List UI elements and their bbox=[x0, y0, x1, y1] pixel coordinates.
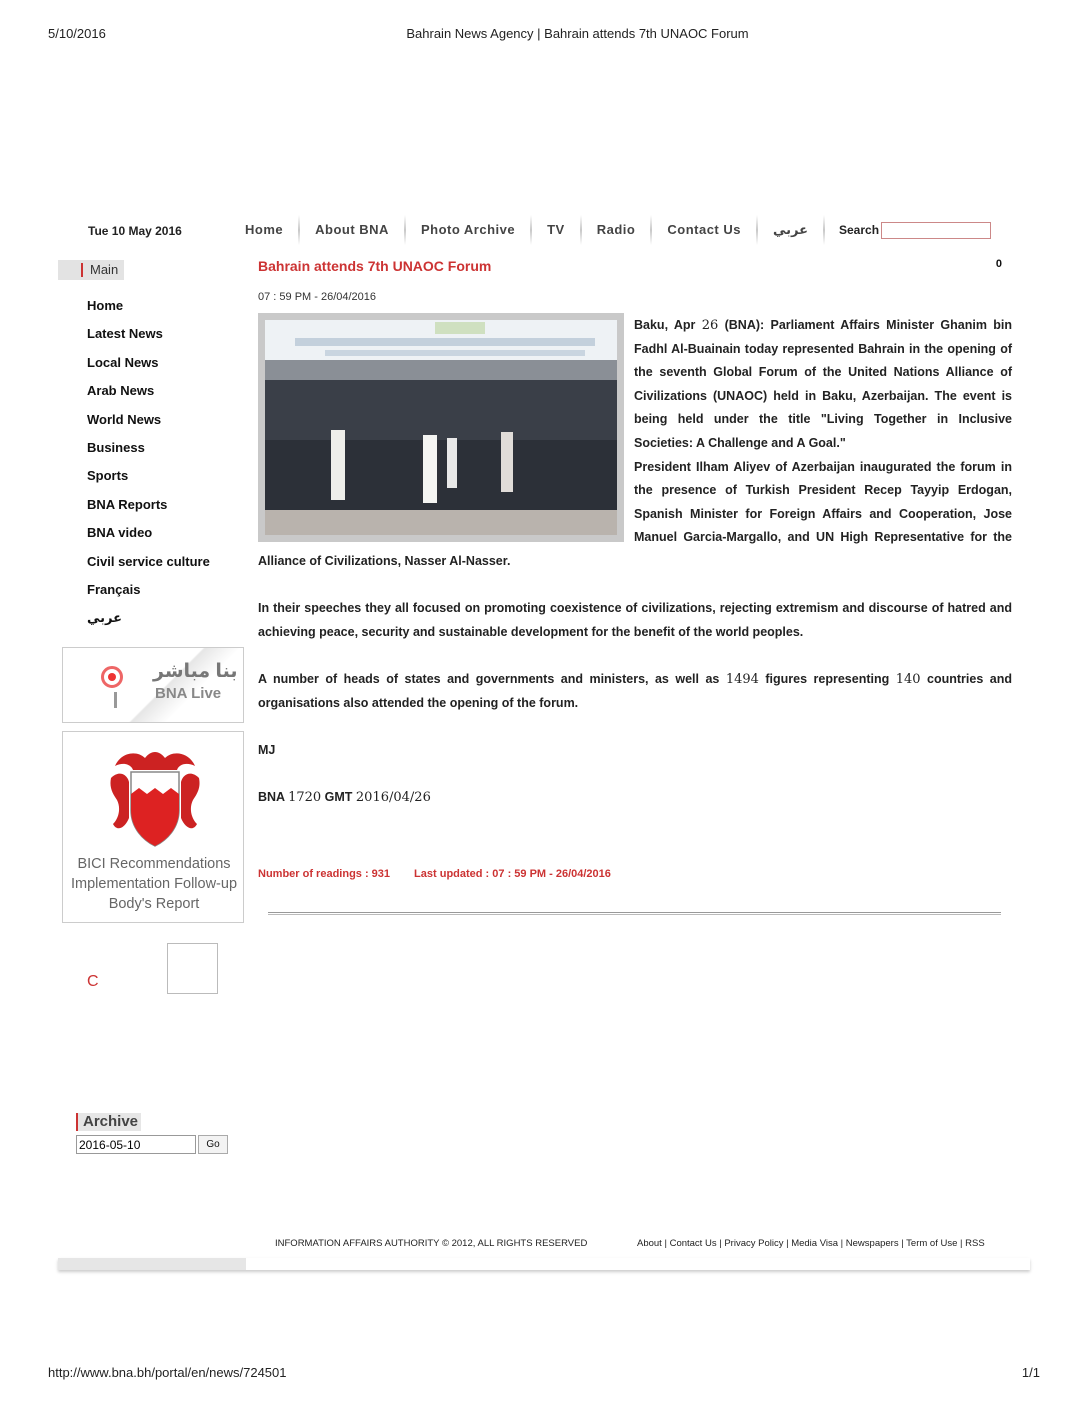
last-updated: Last updated : 07 : 59 PM - 26/04/2016 bbox=[414, 868, 611, 880]
signature-time: 1720 bbox=[288, 789, 322, 805]
sidebar-item-francais[interactable]: Français bbox=[87, 581, 141, 597]
print-date: 5/10/2016 bbox=[48, 26, 106, 41]
nav-contact-us[interactable]: Contact Us bbox=[667, 222, 741, 237]
author-initials: MJ bbox=[258, 742, 276, 757]
article-title: Bahrain attends 7th UNAOC Forum bbox=[258, 258, 492, 274]
footer-link-privacy-policy[interactable]: Privacy Policy bbox=[724, 1238, 784, 1249]
main-menu-header bbox=[58, 260, 124, 280]
bici-report-banner[interactable] bbox=[62, 731, 244, 923]
sidebar-item-arab-news[interactable]: Arab News bbox=[87, 383, 155, 399]
sidebar-item-bna-video[interactable]: BNA video bbox=[87, 525, 153, 541]
empty-widget-box bbox=[167, 943, 218, 994]
sidebar-menu bbox=[87, 298, 210, 639]
bna-live-label: BNA Live bbox=[155, 685, 222, 702]
nav-photo-archive[interactable]: Photo Archive bbox=[420, 222, 516, 237]
print-page-count: 1/1 bbox=[1021, 1365, 1040, 1380]
nav-tv[interactable]: TV bbox=[547, 222, 565, 237]
paragraph-4-text-mid: figures representing bbox=[758, 671, 896, 686]
bici-line-2: Implementation Follow-up bbox=[70, 876, 238, 892]
nav-home[interactable]: Home bbox=[245, 222, 284, 237]
bna-live-banner[interactable] bbox=[62, 647, 244, 723]
readings-count: Number of readings : 931 bbox=[258, 868, 391, 880]
archive-heading: Archive bbox=[76, 1113, 141, 1131]
photo-spacer bbox=[258, 314, 634, 546]
current-date: Tue 10 May 2016 bbox=[88, 224, 182, 238]
footer-link-about[interactable]: About bbox=[637, 1238, 662, 1249]
sidebar-item-world-news[interactable]: World News bbox=[87, 411, 162, 427]
archive-date-input[interactable] bbox=[76, 1135, 196, 1154]
comment-count: 0 bbox=[995, 258, 1002, 270]
copyright: INFORMATION AFFAIRS AUTHORITY © 2012, ALL RIGHTS RESERVED bbox=[275, 1238, 588, 1249]
article-divider bbox=[268, 912, 1001, 915]
main-nav bbox=[230, 214, 991, 246]
footer-link-term-of-use[interactable]: Term of Use bbox=[906, 1238, 958, 1249]
broadcast-icon bbox=[101, 666, 123, 688]
paragraph-2: President Ilham Aliyev of Azerbaijan inaugurated the forum in the presence of Turkish President Recep Tayyip Erdogan, Spanish Minister for Foreign Affairs and Cooperation, Jose Manuel Garcia-Margallo, and UN High Representative for the Alliance of Civilizations, Nasser Al-Nasser. bbox=[258, 459, 1012, 568]
article-signature bbox=[258, 786, 1012, 810]
article bbox=[258, 258, 1012, 880]
paragraph-4-text-end: countries and organisations also attended the opening of the forum. bbox=[258, 671, 1012, 710]
paragraph-1-text-continued: (BNA): Parliament Affairs Minister Ghanim bin Fadhl Al-Buainain today represented Bahrain in the opening of the seventh Global Forum of the United Nations Alliance of Civilizations (UNAOC) held in Baku, Azerbaijan. The event is being held under the title "Living Together in Inclusive Societies: A Challenge and A Goal." bbox=[634, 318, 1012, 450]
archive-widget bbox=[76, 1113, 220, 1150]
footer-bar-accent bbox=[58, 1258, 246, 1270]
c-widget-letter: C bbox=[87, 973, 99, 990]
bna-live-arabic-label: بنا مباشر bbox=[153, 661, 238, 682]
top-bar bbox=[0, 214, 1088, 246]
sidebar-item-sports[interactable]: Sports bbox=[87, 468, 129, 484]
sidebar-item-bna-reports[interactable]: BNA Reports bbox=[87, 496, 168, 512]
print-title: Bahrain News Agency | Bahrain attends 7th UNAOC Forum bbox=[406, 26, 749, 41]
sidebar-item-arabic[interactable]: عربي bbox=[87, 610, 123, 626]
search-label: Search bbox=[839, 223, 880, 237]
broadcast-icon-stem bbox=[114, 692, 117, 708]
sidebar-item-home[interactable]: Home bbox=[87, 298, 124, 313]
footer-link-newspapers[interactable]: Newspapers bbox=[845, 1238, 899, 1249]
archive-go-button[interactable]: Go bbox=[198, 1135, 228, 1154]
figures-count: 1494 bbox=[725, 671, 759, 687]
footer-bar bbox=[58, 1258, 1030, 1270]
sidebar-item-business[interactable]: Business bbox=[87, 439, 145, 455]
footer-link-rss[interactable]: RSS bbox=[965, 1238, 985, 1249]
signature-agency: BNA bbox=[258, 789, 289, 804]
print-url: http://www.bna.bh/portal/en/news/724501 bbox=[48, 1365, 287, 1380]
paragraph-4-text: A number of heads of states and governments and ministers, as well as bbox=[258, 671, 726, 686]
article-body bbox=[258, 314, 1012, 833]
countries-count: 140 bbox=[895, 671, 921, 687]
bici-text bbox=[63, 854, 245, 914]
sidebar-item-civil-service-culture[interactable]: Civil service culture bbox=[87, 553, 210, 569]
nav-radio[interactable]: Radio bbox=[596, 222, 636, 237]
footer-links: About | Contact Us | Privacy Policy | Media Visa | Newspapers | Term of Use | RSS bbox=[637, 1238, 985, 1249]
bici-line-1: BICI Recommendations bbox=[77, 856, 231, 872]
bici-line-3: Body's Report bbox=[108, 896, 200, 912]
nav-about-bna[interactable]: About BNA bbox=[315, 222, 389, 237]
sidebar-item-local-news[interactable]: Local News bbox=[87, 354, 159, 370]
signature-date: 2016/04/26 bbox=[355, 789, 431, 805]
paragraph-1-text: Baku, Apr bbox=[634, 318, 702, 332]
article-date: 07 : 59 PM - 26/04/2016 bbox=[258, 291, 377, 303]
accent-bar bbox=[81, 263, 83, 277]
nav-arabic[interactable]: عربي bbox=[772, 222, 808, 237]
paragraph-3: In their speeches they all focused on promoting coexistence of civilizations, rejecting extremism and discourse of hatred and achieving peace, security and sustainable development for the benefit of the world peoples. bbox=[258, 601, 1012, 639]
signature-zone: GMT bbox=[321, 789, 356, 804]
bahrain-crest-icon bbox=[107, 748, 203, 852]
article-stats bbox=[258, 868, 611, 880]
main-menu-label: Main bbox=[90, 262, 119, 277]
footer-link-media-visa[interactable]: Media Visa bbox=[791, 1238, 839, 1249]
search-input[interactable] bbox=[881, 222, 991, 239]
paragraph-1-date-number: 26 bbox=[701, 318, 719, 333]
paragraph-4 bbox=[258, 668, 1012, 715]
sidebar-item-latest-news[interactable]: Latest News bbox=[87, 326, 163, 342]
footer-link-contact-us[interactable]: Contact Us bbox=[669, 1238, 717, 1249]
